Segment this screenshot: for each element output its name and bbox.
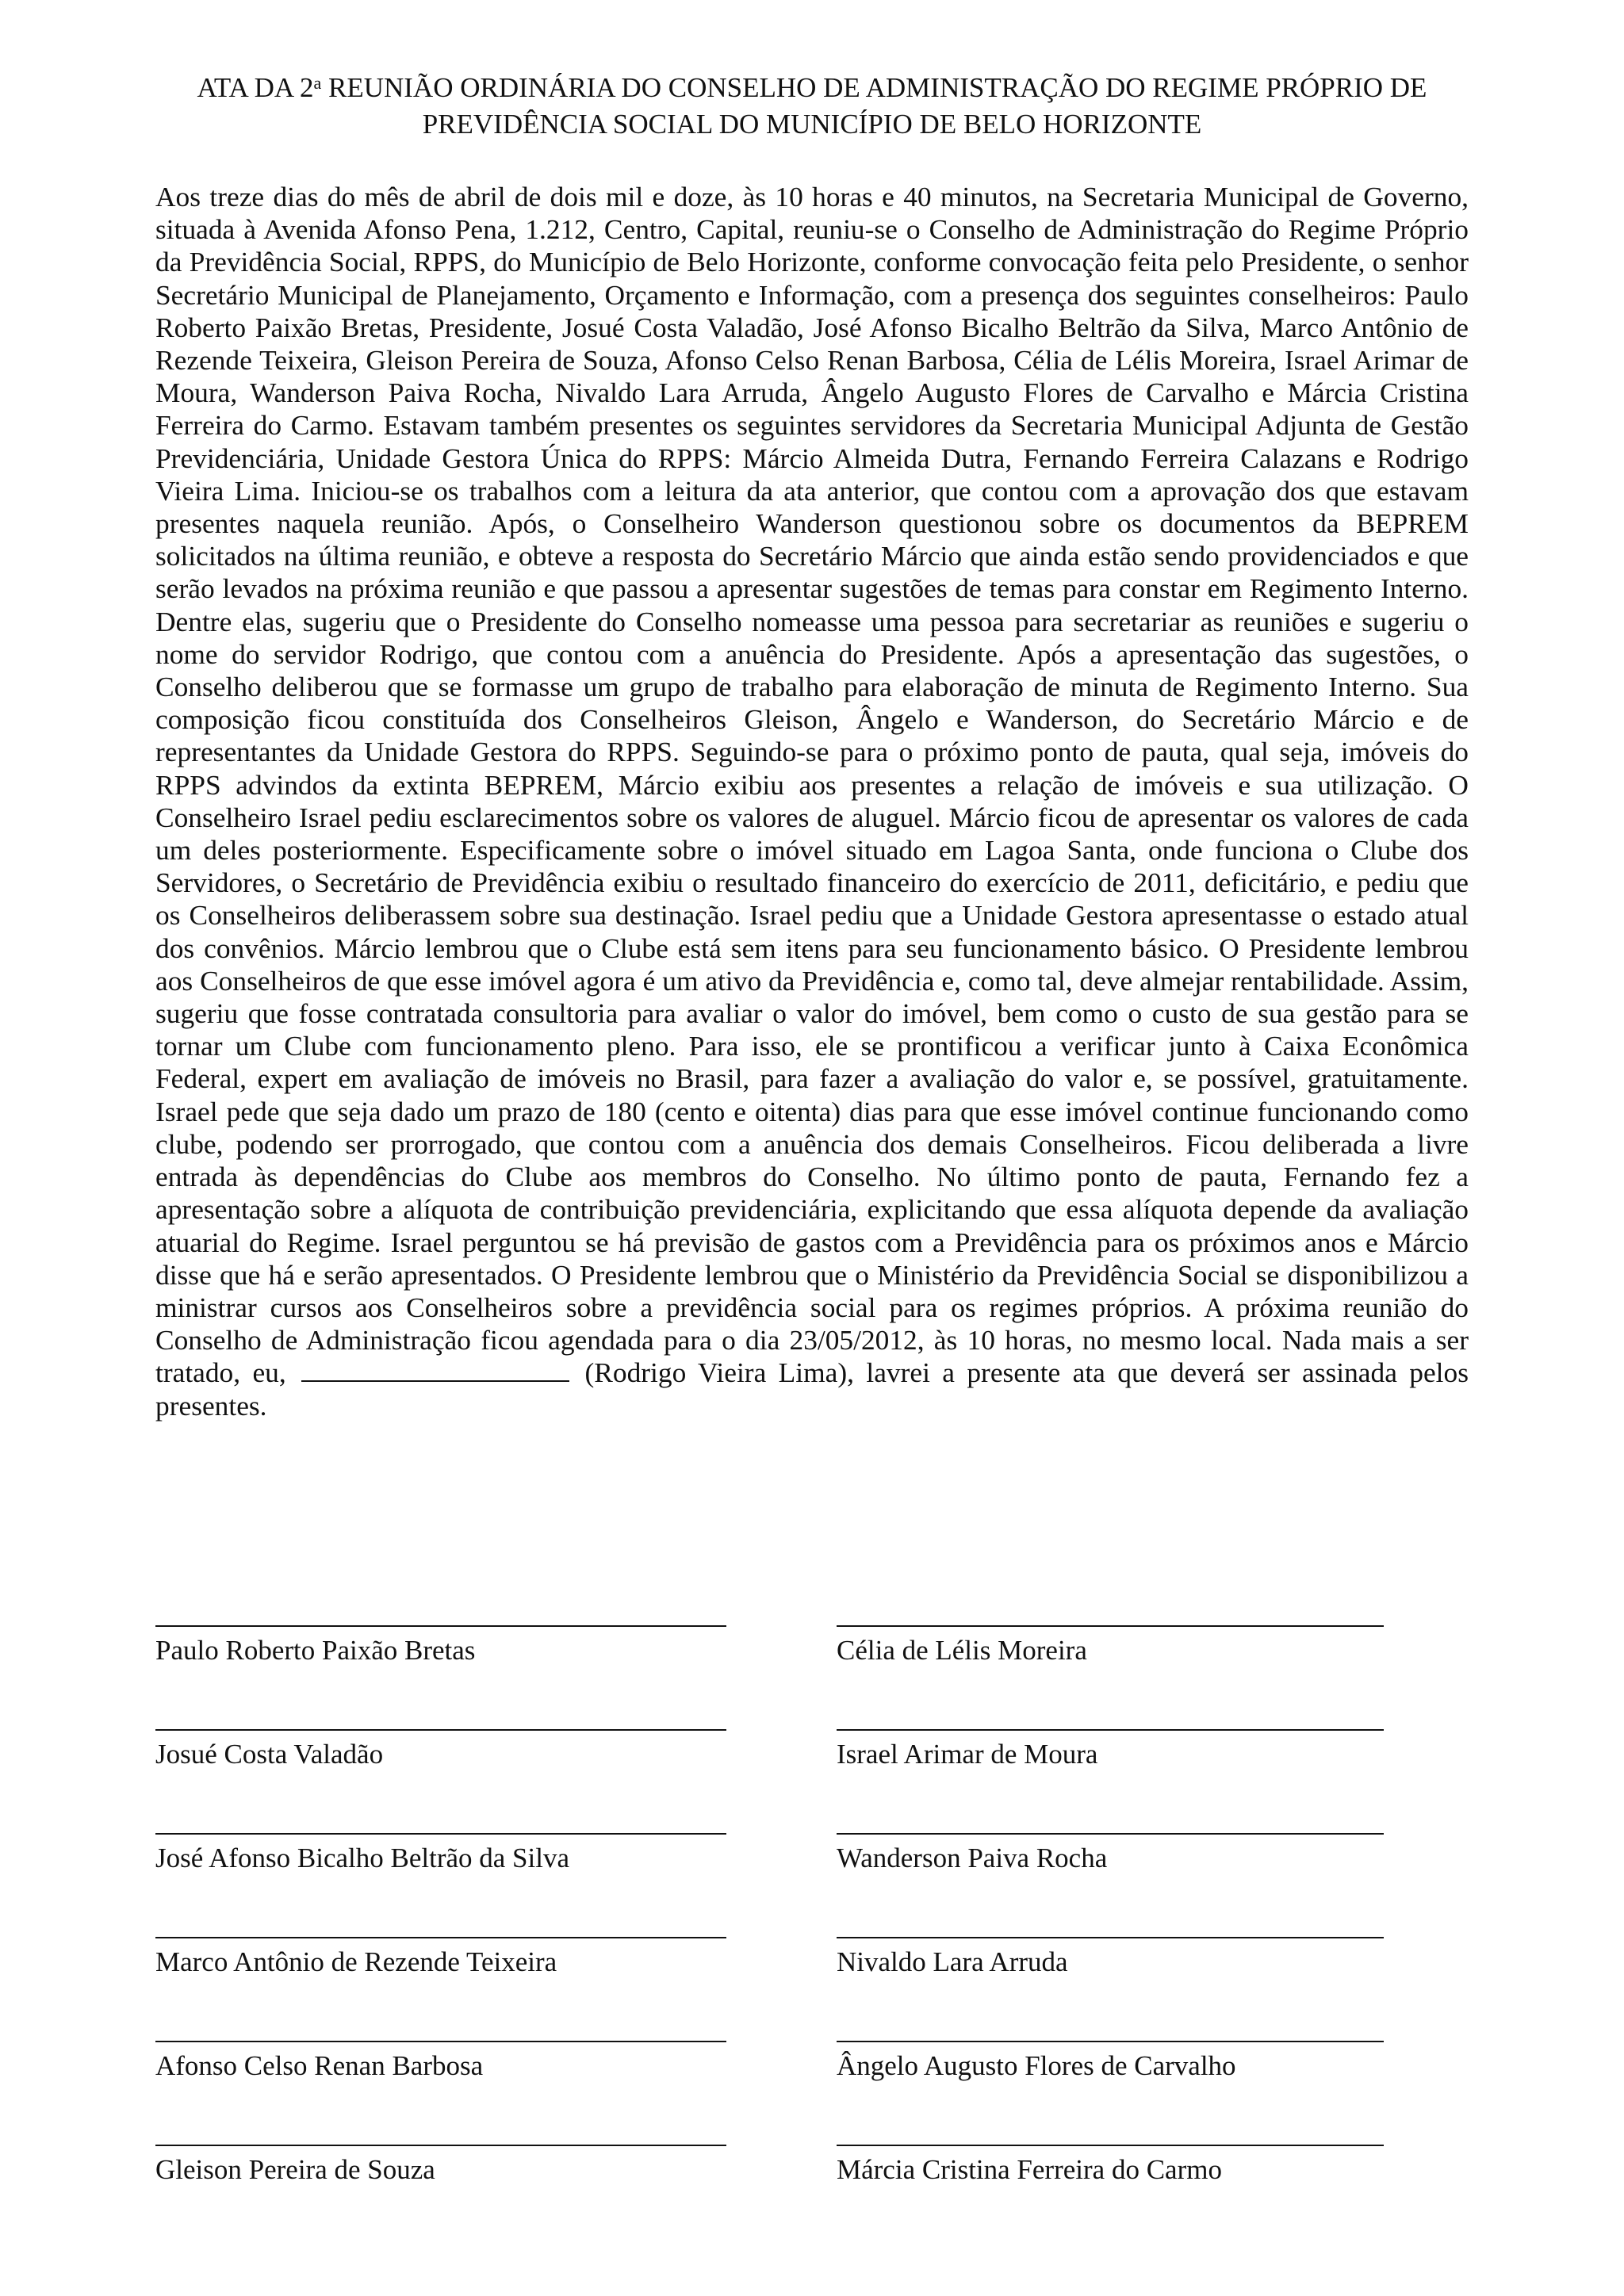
- minutes-body-closing: (Rodrigo Vieira Lima), lavrei a presente ata que deverá ser assinada pelos presentes.: [155, 1357, 1469, 1422]
- signatory-name: Ângelo Augusto Flores de Carvalho: [837, 2050, 1236, 2081]
- signature-line: [837, 2041, 1384, 2042]
- signature-line: [155, 1833, 726, 1835]
- signature-line: [155, 1625, 726, 1627]
- signatory-name: José Afonso Bicalho Beltrão da Silva: [155, 1843, 570, 1873]
- signatory-name: Márcia Cristina Ferreira do Carmo: [837, 2154, 1222, 2185]
- minutes-body: [155, 181, 1469, 1422]
- signature-block: [837, 1625, 1384, 1667]
- signatory-name: Nivaldo Lara Arruda: [837, 1946, 1068, 1977]
- signatory-name: Wanderson Paiva Rocha: [837, 1843, 1108, 1873]
- signature-block: [155, 1833, 726, 1874]
- signature-line: [155, 2041, 726, 2042]
- signature-block: [155, 2041, 726, 2082]
- title-line-1: [119, 70, 1505, 106]
- signatory-name: Israel Arimar de Moura: [837, 1739, 1098, 1770]
- signature-line: [837, 2145, 1384, 2146]
- signature-block: [837, 1937, 1384, 1978]
- signature-line: [837, 1833, 1384, 1835]
- signatory-name: Célia de Lélis Moreira: [837, 1635, 1087, 1666]
- signature-line: [155, 2145, 726, 2146]
- signature-block: [155, 1625, 726, 1667]
- signature-line: [155, 1729, 726, 1731]
- title-line-2: PREVIDÊNCIA SOCIAL DO MUNICÍPIO DE BELO HORIZONTE: [422, 109, 1202, 140]
- signature-block: [837, 2145, 1384, 2186]
- signature-line: [837, 1729, 1384, 1731]
- signature-block: [155, 1729, 726, 1770]
- title-ordinal-superscript: a: [313, 73, 322, 93]
- signature-line: [837, 1625, 1384, 1627]
- page-title: [119, 70, 1505, 143]
- title-line-1-prefix: ATA DA 2: [197, 72, 314, 103]
- signature-line: [837, 1937, 1384, 1938]
- signature-block: [837, 2041, 1384, 2082]
- minutes-body-text: Aos treze dias do mês de abril de dois mil e doze, às 10 horas e 40 minutos, na Secretaria Municipal de Governo, situada à Avenida Afonso Pena, 1.212, Centro, Capital, reuniu-se o Conselho de Administração do Regime Próprio da Previdência Social, RPPS, do Município de Belo Horizonte, conforme convocação feita pelo Presidente, o senhor Secretário Municipal de Planejamento, Orçamento e Informação, com a presença dos seguintes conselheiros: Paulo Roberto Paixão Bretas, Presidente, Josué Costa Valadão, José Afonso Bicalho Beltrão da Silva, Marco Antônio de Rezende Teixeira, Gleison Pereira de Souza, Afonso Celso Renan Barbosa, Célia de Lélis Moreira, Israel Arimar de Moura, Wanderson Paiva Rocha, Nivaldo Lara Arruda, Ângelo Augusto Flores de Carvalho e Márcia Cristina Ferreira do Carmo. Estavam também presentes os seguintes servidores da Secretaria Municipal Adjunta de Gestão Previdenciária, Unidade Gestora Única do RPPS: Márcio Almeida Dutra, Fernando Ferreira Calazans e Rodrigo Vieira Lima. Iniciou-se os trabalhos com a leitura da ata anterior, que contou com a aprovação dos que estavam presentes naquela reunião. Após, o Conselheiro Wanderson questionou sobre os documentos da BEPREM solicitados na última reunião, e obteve a resposta do Secretário Márcio que ainda estão sendo providenciados e que serão levados na próxima reunião e que passou a apresentar sugestões de temas para constar em Regimento Interno. Dentre elas, sugeriu que o Presidente do Conselho nomeasse uma pessoa para secretariar as reuniões e sugeriu o nome do servidor Rodrigo, que contou com a anuência do Presidente. Após a apresentação das sugestões, o Conselho deliberou que se formasse um grupo de trabalho para elaboração de minuta de Regimento Interno. Sua composição ficou constituída dos Conselheiros Gleison, Ângelo e Wanderson, do Secretário Márcio e de representantes da Unidade Gestora do RPPS. Seguindo-se para o próximo ponto de pauta, qual seja, imóveis do RPPS advindos da extinta BEPREM, Márcio exibiu aos presentes a relação de imóveis e sua utilização. O Conselheiro Israel pediu esclarecimentos sobre os valores de aluguel. Márcio ficou de apresentar os valores de cada um deles posteriormente. Especificamente sobre o imóvel situado em Lagoa Santa, onde funciona o Clube dos Servidores, o Secretário de Previdência exibiu o resultado financeiro do exercício de 2011, deficitário, e pediu que os Conselheiros deliberassem sobre sua destinação. Israel pediu que a Unidade Gestora apresentasse o estado atual dos convênios. Márcio lembrou que o Clube está sem itens para seu funcionamento básico. O Presidente lembrou aos Conselheiros de que esse imóvel agora é um ativo da Previdência e, como tal, deve almejar rentabilidade. Assim, sugeriu que fosse contratada consultoria para avaliar o valor do imóvel, bem como o custo de sua gestão para se tornar um Clube com funcionamento pleno. Para isso, ele se prontificou a verificar junto à Caixa Econômica Federal, expert em avaliação de imóveis no Brasil, para fazer a avaliação do valor e, se possível, gratuitamente. Israel pede que seja dado um prazo de 180 (cento e oitenta) dias para que esse imóvel continue funcionando como clube, podendo ser prorrogado, que contou com a anuência dos demais Conselheiros. Ficou deliberada a livre entrada às dependências do Clube aos membros do Conselho. No último ponto de pauta, Fernando fez a apresentação sobre a alíquota de contribuição previdenciária, explicitando que essa alíquota depende da avaliação atuarial do Regime. Israel perguntou se há previsão de gastos com a Previdência para os próximos anos e Márcio disse que há e serão apresentados. O Presidente lembrou que o Ministério da Previdência Social se disponibilizou a ministrar cursos aos Conselheiros sobre a previdência social para os regimes próprios. A próxima reunião do Conselho de Administração ficou agendada para o dia 23/05/2012, às 10 horas, no mesmo local. Nada mais a ser tratado, eu,: [155, 181, 1469, 1389]
- secretary-signature-blank: [301, 1357, 569, 1382]
- signature-block: [837, 1833, 1384, 1874]
- signatory-name: Afonso Celso Renan Barbosa: [155, 2050, 484, 2081]
- title-line-1-suffix: REUNIÃO ORDINÁRIA DO CONSELHO DE ADMINISTRAÇÃO DO REGIME PRÓPRIO DE: [321, 72, 1427, 103]
- signatory-name: Paulo Roberto Paixão Bretas: [155, 1635, 476, 1666]
- signature-block: [155, 2145, 726, 2186]
- signatory-name: Josué Costa Valadão: [155, 1739, 384, 1770]
- signature-line: [155, 1937, 726, 1938]
- signatory-name: Marco Antônio de Rezende Teixeira: [155, 1946, 557, 1977]
- signature-block: [155, 1937, 726, 1978]
- signature-block: [837, 1729, 1384, 1770]
- signatory-name: Gleison Pereira de Souza: [155, 2154, 435, 2185]
